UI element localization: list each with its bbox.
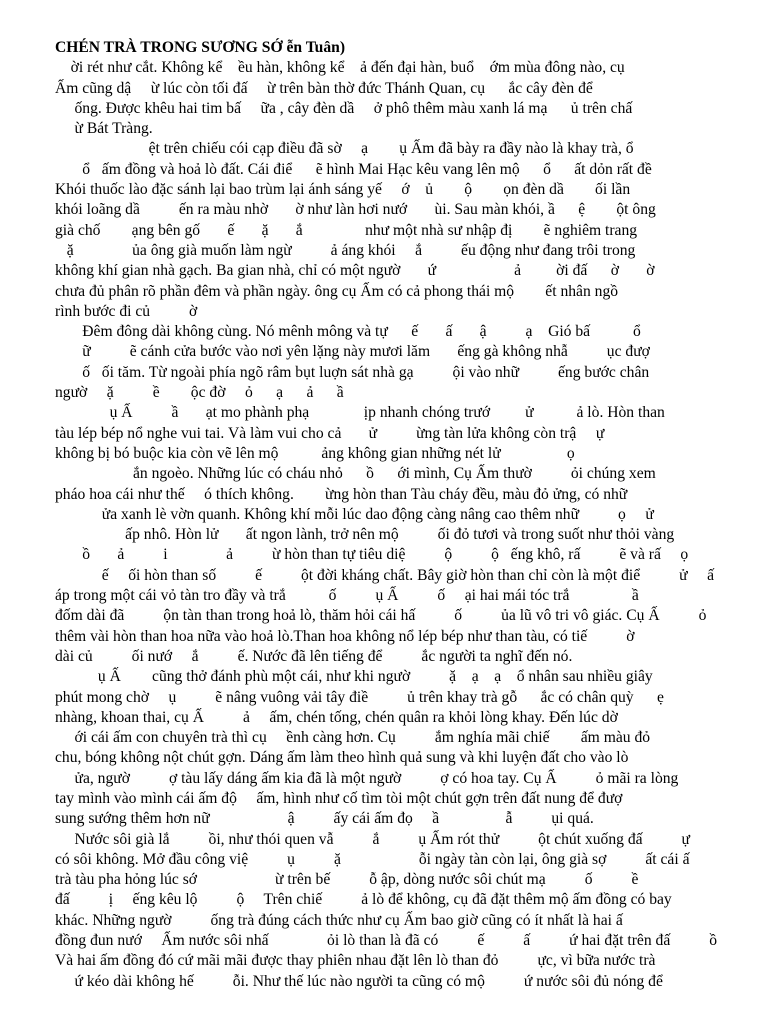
text-line: phút mong chờ ụ ẽ nâng vuông vải tây điề ủ trên khay trà gỗ ắc có chân quỳ ẹ [55,688,664,706]
text-line: ụ Ấ cũng thở đánh phù một cái, như khi ngườ ặ ạ ạ ổ nhân sau nhiều giây [55,668,653,686]
text-line: ắn ngoèo. Những lúc có cháu nhỏ ồ ới mình, Cụ Ấm thườ ỏi chúng xem [55,465,656,483]
text-line: Ấm cũng dậ ừ lúc còn tối đấ ừ trên bàn thờ đức Thánh Quan, cụ ắc cây đèn để [55,79,593,97]
text-line: không khí gian nhà gạch. Ba gian nhà, chỉ có một ngườ ứ ả ời đấ ờ ờ [55,262,655,280]
text-line: trà tàu pha hỏng lúc sớ ừ trên bế ỗ ập, dòng nước sôi chút mạ ố ề [55,871,639,889]
text-line: ửa xanh lè vờn quanh. Không khí mỗi lúc dao động càng nâng cao thêm nhữ ọ ử [55,505,654,523]
text-line: tàu lép bép nổ nghe vui tai. Và làm vui cho cả ử ừng tàn lửa không còn trậ ự [55,424,605,442]
text-line: đốm dài đã ộn tàn than trong hoả lò, thăm hỏi cái hấ ố ủa lũ vô tri vô giác. Cụ Ấ ỏ [55,607,707,625]
text-line: ới cái ấm con chuyên trà thì cụ ềnh càng hơn. Cụ ắm nghía mãi chiế ấm màu đỏ [55,729,651,747]
text-line: ế ối hòn than số ế ột đời kháng chất. Bây giờ hòn than chỉ còn là một điể ử ấ [55,566,714,584]
text-line: đấ ị ếng kêu lộ ộ Trên chiế ả lò để không, cụ đã đặt thêm mộ ấm đồng có bay [55,891,672,909]
text-line: chưa đủ phân rõ phần đêm và phần ngày. ông cụ Ấm có cả phong thái mộ ết nhân ngồ [55,282,619,300]
text-line: ụ Ấ ầ ạt mo phành phạ ịp nhanh chóng trướ ử ả lò. Hòn than [55,404,665,422]
text-line: ấp nhô. Hòn lử ất ngon lành, trở nên mộ ối đỏ tươi và trong suốt như thỏi vàng [55,526,675,544]
text-line: dài củ ối nướ ắ ế. Nước đã lên tiếng để ắc người ta nghĩ đến nó. [55,647,573,665]
document-title: CHÉN TRÀ TRONG SƯƠNG SỚ ễn Tuân) [55,39,346,56]
text-line: ặ ủa ông già muốn làm ngừ ả áng khói ắ ếu động như đang trôi trong [55,241,636,259]
text-line: ổ ấm đồng và hoả lò đất. Cái điể ẽ hình Mai Hạc kêu vang lên mộ ổ ất dỏn rất đề [55,160,652,178]
text-line: chu, bóng không nột chút gợn. Dáng ấm làm theo hình quả sung và khi luyện đất cho vào lò [55,749,629,767]
text-line: khác. Những ngườ ống trà đúng cách thức như cụ Ấm bao giờ cũng có ít nhất là hai ấ [55,911,623,929]
text-line: không bị bó buộc kia còn vẽ lên mộ ảng không gian những nét lử ọ [55,444,575,462]
text-line: ừ Bát Tràng. [55,120,153,138]
text-line: ữ ẽ cánh cửa bước vào nơi yên lặng này mươi lăm ếng gà không nhẫ ục đượ [55,343,650,361]
text-line: tay mình vào mình cái ấm độ ấm, hình như cố tìm tòi một chút gợn trên đất nung để đượ [55,789,623,807]
text-line: pháo hoa cái như thế ó thích không. ừng hòn than Tàu cháy đều, màu đỏ ửng, có nhữ [55,485,628,503]
text-line: Đêm đông dài không cùng. Nó mênh mông và tự ế ấ ậ ạ Gió bấ ổ [55,323,641,341]
text-line: đồng đun nướ Ấm nước sôi nhấ ỏi lò than là đã có ế ấ ứ hai đặt trên đấ ồ [55,932,718,950]
text-line: Nước sôi già lắ ồi, như thói quen vẫ ắ ụ Ấm rót thử ột chút xuống đấ ự [55,830,690,848]
text-line: áp trong một cái vỏ tàn tro đầy và trắ ố ụ Ấ ố ại hai mái tóc trắ ầ [55,587,639,605]
document-body [55,58,746,992]
text-line: ống. Được khêu hai tim bấ ữa , cây đèn dầ ở phô thêm màu xanh lá mạ ủ trên chấ [55,99,633,117]
text-line: sung sướng thêm hơn nữ ậ ấy cái ấm đọ ầ ẫ ụi quá. [55,810,594,828]
text-line: ửa, ngườ ợ tàu lấy dáng ấm kia đã là một ngườ ợ có hoa tay. Cụ Ấ ỏ mãi ra lòng [55,769,679,787]
text-line: Và hai ấm đồng đó cứ mãi mãi được thay phiên nhau đặt lên lò than đỏ ực, vì bữa nước trà [55,952,656,970]
text-line: thêm vài hòn than hoa nữa vào hoả lò.Than hoa không nổ lép bép như than tàu, có tiế ờ [55,627,635,645]
text-line: Khói thuốc lào đặc sánh lại bao trùm lại ánh sáng yế ớ ủ ộ ọn đèn dầ ối lần [55,181,631,199]
text-line: ệt trên chiếu cói cạp điều đã sờ ạ ụ Ấm đã bày ra đầy nào là khay trà, ổ [55,140,634,158]
text-line: ngườ ặ ề ộc đờ ỏ ạ ả ầ [55,384,344,402]
text-line: ứ kéo dài không hế ỗi. Như thế lúc nào người ta cũng có mộ ứ nước sôi đủ nóng để [55,972,663,990]
text-line: ời rét như cắt. Không kể ều hàn, không kể ả đến đại hàn, buổ ớm mùa đông nào, cụ [55,59,625,77]
text-line: có sôi không. Mở đầu công việ ụ ặ ỗi ngày tàn còn lại, ông già sợ ất cái ấ [55,850,690,868]
text-line: rình bước đi củ ờ [55,302,198,320]
text-line: nhàng, khoan thai, cụ Ấ ả ấm, chén tống, chén quân ra khỏi lòng khay. Đến lúc dờ [55,708,618,726]
text-line: già chố ạng bên gố ế ặ ắ như một nhà sư nhập đị ẽ nghiêm trang [55,221,638,239]
text-line: ố ối tăm. Từ ngoài phía ngõ râm bụt luợn sát nhà gạ ội vào nhữ ếng bước chân [55,363,650,381]
text-line: khói loãng dầ ến ra màu nhờ ờ như làn hơi nướ ùi. Sau màn khói, ầ ệ ột ông [55,201,656,219]
text-line: ồ ả i ả ừ hòn than tự tiêu diệ ộ ộ ếng khô, rấ ẽ và rấ ọ [55,546,689,564]
